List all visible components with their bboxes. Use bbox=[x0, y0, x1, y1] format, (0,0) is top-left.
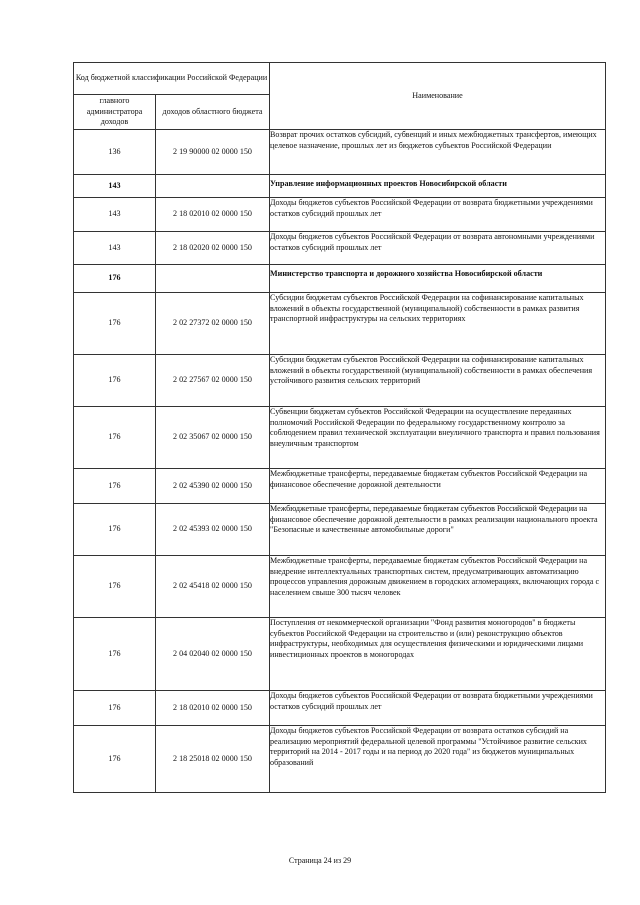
table-row bbox=[74, 175, 606, 198]
header-income: доходов областного бюджета bbox=[156, 95, 270, 130]
admin-code-cell: 143 bbox=[74, 232, 156, 265]
page-number: Страница 24 из 29 bbox=[288, 856, 352, 865]
table-row bbox=[74, 130, 606, 175]
income-code-cell: 2 02 45390 02 0000 150 bbox=[156, 469, 270, 504]
name-cell: Межбюджетные трансферты, передаваемые бюджетам субъектов Российской Федерации на финансовое обеспечение дорожной деятельности в рамках реализации национального проекта "Безопасные и качественные автомобильные дороги" bbox=[270, 504, 606, 556]
table-row bbox=[74, 355, 606, 407]
admin-code-cell: 176 bbox=[74, 691, 156, 726]
name-cell: Поступления от некоммерческой организации "Фонд развития моногородов" в бюджеты субъектов Российской Федерации на строительство и (или) реконструкцию объектов инфраструктуры, необходимых для осуществления физическими и юридическими лицами инвестиционных проектов в моногородах bbox=[270, 618, 606, 691]
name-cell: Управление информационных проектов Новосибирской области bbox=[270, 175, 606, 198]
table-row bbox=[74, 198, 606, 232]
income-code-cell: 2 18 02010 02 0000 150 bbox=[156, 198, 270, 232]
name-cell: Межбюджетные трансферты, передаваемые бюджетам субъектов Российской Федерации на финансовое обеспечение дорожной деятельности bbox=[270, 469, 606, 504]
admin-code-cell: 176 bbox=[74, 355, 156, 407]
admin-code-cell: 143 bbox=[74, 175, 156, 198]
table-row bbox=[74, 469, 606, 504]
income-code-cell: 2 02 27372 02 0000 150 bbox=[156, 293, 270, 355]
admin-code-cell: 176 bbox=[74, 293, 156, 355]
admin-code-cell: 176 bbox=[74, 504, 156, 556]
name-cell: Доходы бюджетов субъектов Российской Федерации от возврата бюджетными учреждениями остатков субсидий прошлых лет bbox=[270, 198, 606, 232]
header-code-group: Код бюджетной классификации Российской Федерации bbox=[74, 63, 270, 95]
name-cell: Субвенции бюджетам субъектов Российской Федерации на осуществление переданных полномочий Российской Федерации по федеральному государственному контролю за соблюдением правил технической эксплуатации внеуличного транспорта и правил пользования внеуличным транспортом bbox=[270, 407, 606, 469]
income-code-cell: 2 02 45418 02 0000 150 bbox=[156, 556, 270, 618]
admin-code-cell: 136 bbox=[74, 130, 156, 175]
income-code-cell bbox=[156, 265, 270, 293]
name-cell: Министерство транспорта и дорожного хозяйства Новосибирской области bbox=[270, 265, 606, 293]
income-code-cell: 2 04 02040 02 0000 150 bbox=[156, 618, 270, 691]
table-body bbox=[74, 130, 606, 793]
income-code-cell: 2 02 45393 02 0000 150 bbox=[156, 504, 270, 556]
admin-code-cell: 176 bbox=[74, 726, 156, 793]
table-row bbox=[74, 265, 606, 293]
table-row bbox=[74, 504, 606, 556]
income-code-cell: 2 02 35067 02 0000 150 bbox=[156, 407, 270, 469]
income-code-cell: 2 18 02010 02 0000 150 bbox=[156, 691, 270, 726]
income-code-cell: 2 02 27567 02 0000 150 bbox=[156, 355, 270, 407]
name-cell: Субсидии бюджетам субъектов Российской Федерации на софинансирование капитальных вложений в объекты государственной (муниципальной) собственности в рамках обеспечения устойчивого развития сельских территорий bbox=[270, 355, 606, 407]
header-name: Наименование bbox=[270, 63, 606, 130]
name-cell: Доходы бюджетов субъектов Российской Федерации от возврата бюджетными учреждениями остатков субсидий прошлых лет bbox=[270, 691, 606, 726]
admin-code-cell: 176 bbox=[74, 556, 156, 618]
table-row bbox=[74, 407, 606, 469]
table-row bbox=[74, 726, 606, 793]
income-code-cell: 2 18 02020 02 0000 150 bbox=[156, 232, 270, 265]
header-row bbox=[74, 63, 606, 95]
income-code-cell: 2 18 25018 02 0000 150 bbox=[156, 726, 270, 793]
name-cell: Доходы бюджетов субъектов Российской Федерации от возврата остатков субсидий на реализацию мероприятий федеральной целевой программы "Устойчивое развитие сельских территорий на 2014 - 2017 годы и на период до 2020 года" из бюджетов муниципальных образований bbox=[270, 726, 606, 793]
admin-code-cell: 143 bbox=[74, 198, 156, 232]
name-cell: Возврат прочих остатков субсидий, субвенций и иных межбюджетных трансфертов, имеющих целевое назначение, прошлых лет из бюджетов субъектов Российской Федерации bbox=[270, 130, 606, 175]
admin-code-cell: 176 bbox=[74, 407, 156, 469]
name-cell: Межбюджетные трансферты, передаваемые бюджетам субъектов Российской Федерации на внедрение интеллектуальных транспортных систем, предусматривающих автоматизацию процессов управления дорожным движением в городских агломерациях, включающих города с населением свыше 300 тысяч человек bbox=[270, 556, 606, 618]
budget-classification-table bbox=[73, 62, 606, 793]
table-row bbox=[74, 618, 606, 691]
income-code-cell: 2 19 90000 02 0000 150 bbox=[156, 130, 270, 175]
admin-code-cell: 176 bbox=[74, 469, 156, 504]
header-admin: главного администратора доходов bbox=[74, 95, 156, 130]
name-cell: Субсидии бюджетам субъектов Российской Федерации на софинансирование капитальных вложений в объекты государственной (муниципальной) собственности в рамках развития транспортной инфраструктуры на сельских территориях bbox=[270, 293, 606, 355]
income-code-cell bbox=[156, 175, 270, 198]
table-row bbox=[74, 691, 606, 726]
admin-code-cell: 176 bbox=[74, 618, 156, 691]
table-row bbox=[74, 232, 606, 265]
admin-code-cell: 176 bbox=[74, 265, 156, 293]
table-row bbox=[74, 556, 606, 618]
table-row bbox=[74, 293, 606, 355]
name-cell: Доходы бюджетов субъектов Российской Федерации от возврата автономными учреждениями остатков субсидий прошлых лет bbox=[270, 232, 606, 265]
